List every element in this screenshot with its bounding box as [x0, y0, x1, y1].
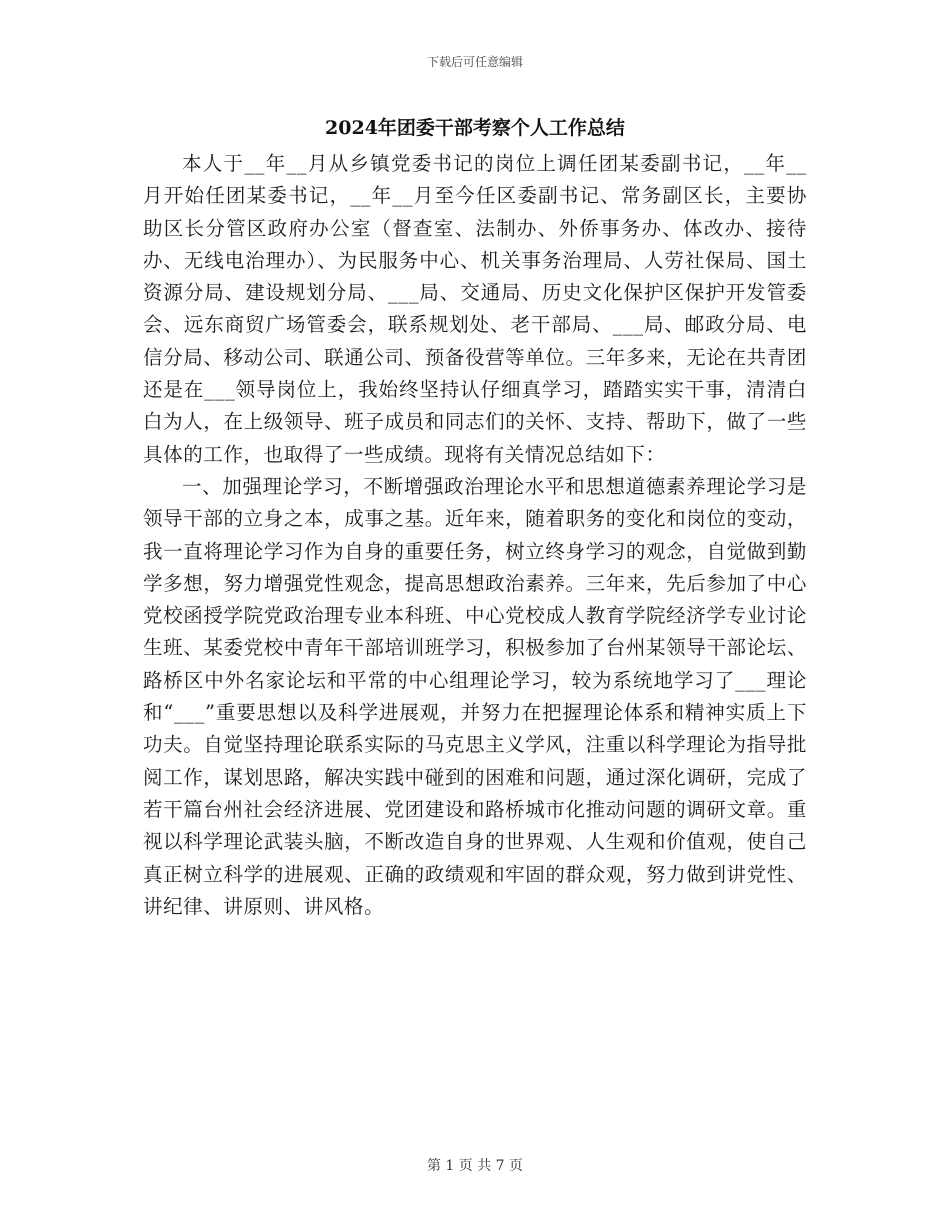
- document-title: 2024年团委干部考察个人工作总结: [325, 117, 625, 139]
- document-body: [143, 148, 807, 923]
- paragraph-theory-study: 一、加强理论学习，不断增强政治理论水平和思想道德素养理论学习是领导干部的立身之本，成事之基。近年来，随着职务的变化和岗位的变动，我一直将理论学习作为自身的重要任务，树立终身学习的观念，自觉做到勤学多想，努力增强党性观念，提高思想政治素养。三年来，先后参加了中心党校函授学院党政治理专业本科班、中心党校成人教育学院经济学专业讨论生班、某委党校中青年干部培训班学习，积极参加了台州某领导干部论坛、路桥区中外名家论坛和平常的中心组理论学习，较为系统地学习了___理论和“___”重要思想以及科学进展观，并努力在把握理论体系和精神实质上下功夫。自觉坚持理论联系实际的马克思主义学风，注重以科学理论为指导批阅工作，谋划思路，解决实践中碰到的困难和问题，通过深化调研，完成了若干篇台州社会经济进展、党团建设和路桥城市化推动问题的调研文章。重视以科学理论武装头脑，不断改造自身的世界观、人生观和价值观，使自己真正树立科学的进展观、正确的政绩观和牢固的群众观，努力做到讲党性、讲纪律、讲原则、讲风格。: [143, 474, 807, 918]
- page-number: 第 1 页 共 7 页: [426, 1158, 524, 1174]
- paragraph-intro: 本人于__年__月从乡镇党委书记的岗位上调任团某委副书记，__年__月开始任团某委书记，__年__月至今任区委副书记、常务副区长，主要协助区长分管区政府办公室（督查室、法制办、外侨事务办、体改办、接待办、无线电治理办）、为民服务中心、机关事务治理局、人劳社保局、国土资源分局、建设规划分局、___局、交通局、历史文化保护区保护开发管委会、远东商贸广场管委会，联系规划处、老干部局、___局、邮政分局、电信分局、移动公司、联通公司、预备役营等单位。三年多来，无论在共青团还是在___领导岗位上，我始终坚持认仔细真学习，踏踏实实干事，清清白白为人，在上级领导、班子成员和同志们的关怀、支持、帮助下，做了一些具体的工作，也取得了一些成绩。现将有关情况总结如下：: [143, 152, 807, 466]
- header-note: 下载后可任意编辑: [426, 55, 523, 69]
